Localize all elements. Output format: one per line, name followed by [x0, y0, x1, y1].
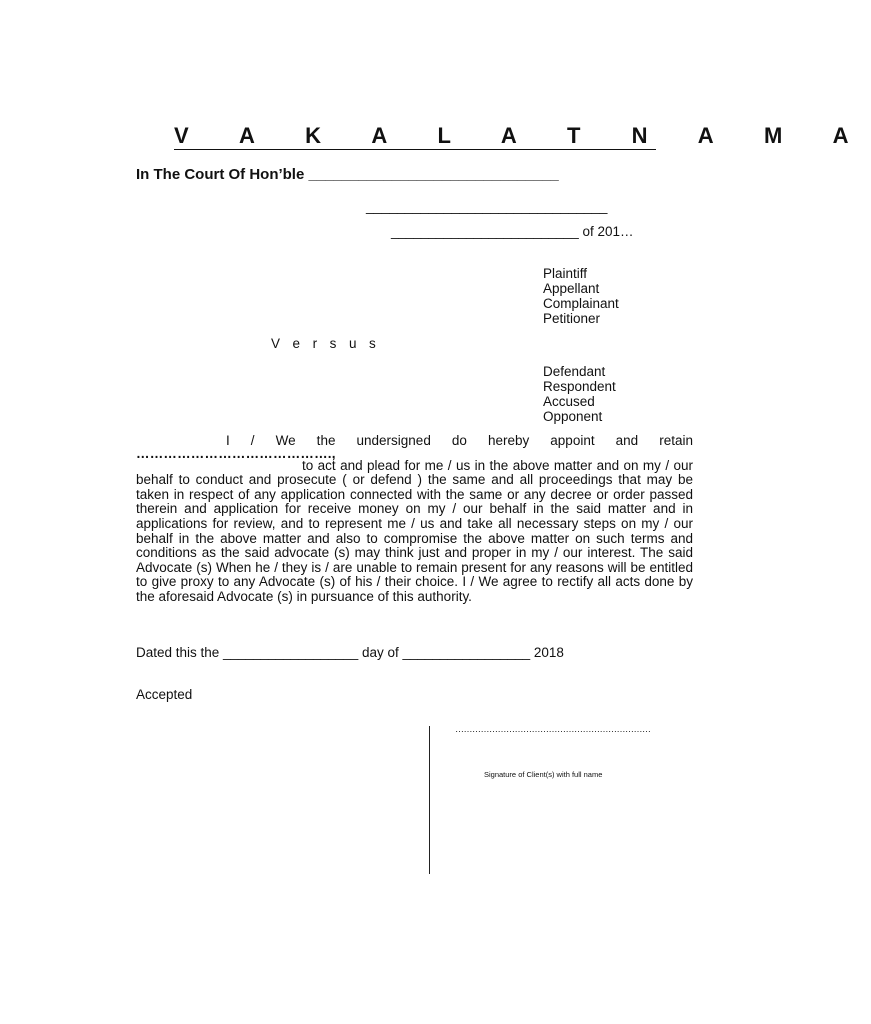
court-line: In The Court Of Hon’ble ______________________________	[136, 166, 559, 183]
role-respondent: Respondent	[543, 379, 616, 394]
dated-line: Dated this the __________________ day of _________________ 2018	[136, 645, 564, 660]
appointment-line: I / We the undersigned do hereby appoint and retain	[226, 433, 693, 448]
advocate-name-blank: …………………………………….,	[136, 445, 336, 461]
blank-line: _______________________________	[366, 198, 608, 214]
role-appellant: Appellant	[543, 281, 600, 296]
document-title: V A K A L A T N A M A	[174, 123, 871, 148]
role-plaintiff: Plaintiff	[543, 266, 588, 281]
signature-caption: Signature of Client(s) with full name	[484, 770, 603, 779]
plaintiff-roles	[543, 266, 619, 326]
accepted-label: Accepted	[136, 687, 193, 702]
signature-divider	[429, 726, 430, 874]
defendant-roles	[543, 364, 616, 424]
role-opponent: Opponent	[543, 409, 603, 424]
role-accused: Accused	[543, 394, 595, 409]
authority-text: to act and plead for me / us in the above matter and on my / our behalf to conduct and prosecute ( or defend ) the same and all proceedings that may be taken in respect of any application connected with the same or any decree or order passed therein and application for receive money on my / our behalf in the said matter and in applications for review, and to represent me / us and take all necessary steps on my / our behalf in the above matter and also to compromise the above matter on such terms and conditions as the said advocate (s) may think just and proper in my / our interest. The said Advocate (s) When he / they is / are unable to remain present for any reasons will be entitled to give proxy to any Advocate (s) of his / their choice. I / We agree to rectify all acts done by the aforesaid Advocate (s) in pursuance of this authority.	[136, 457, 693, 604]
role-defendant: Defendant	[543, 364, 606, 379]
role-petitioner: Petitioner	[543, 311, 601, 326]
versus-label: V e r s u s	[271, 336, 381, 351]
authority-paragraph	[136, 434, 693, 605]
signature-line: ……………………………………………………………	[455, 724, 651, 734]
case-number-line: _________________________ of 201…	[391, 224, 634, 239]
role-complainant: Complainant	[543, 296, 619, 311]
